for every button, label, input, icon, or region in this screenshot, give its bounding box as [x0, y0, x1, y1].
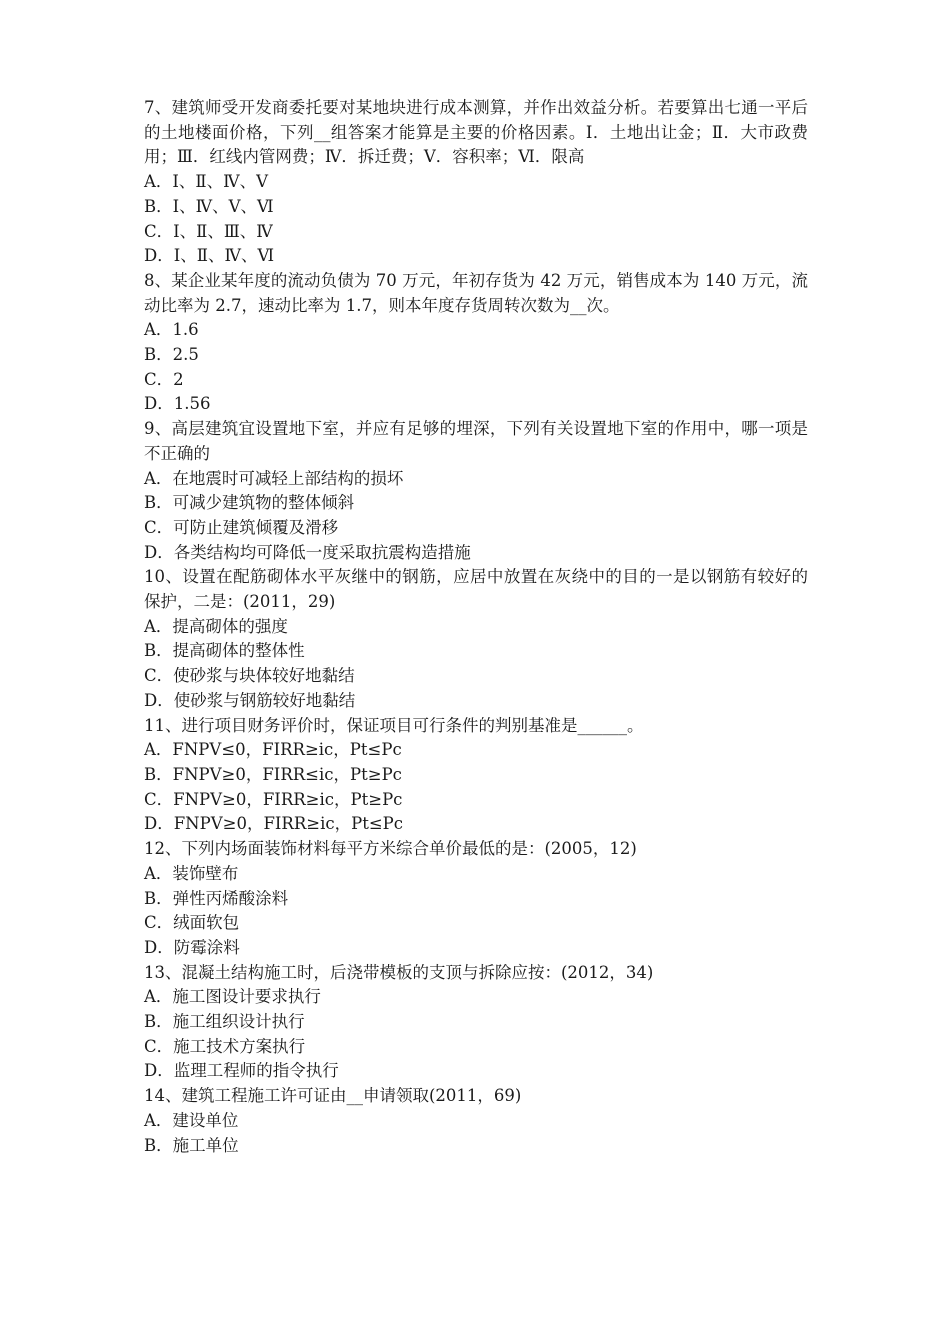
document-page	[144, 96, 808, 1158]
option-b: B．弹性丙烯酸涂料	[144, 888, 289, 908]
option-a: A．建设单位	[144, 1110, 239, 1130]
question-12	[144, 837, 808, 961]
question-stem: 14、建筑工程施工许可证由__申请领取(2011，69)	[144, 1086, 522, 1106]
option-a: A．1.6	[144, 320, 199, 340]
option-d: D．FNPV≥0，FIRR≥ic，Pt≤Pc	[144, 814, 404, 834]
option-d: D．1.56	[144, 394, 211, 414]
option-d: D．监理工程师的指令执行	[144, 1061, 339, 1081]
option-a: A．提高砌体的强度	[144, 616, 288, 636]
option-d: D．防霉涂料	[144, 937, 240, 957]
option-a: A．装饰壁布	[144, 863, 239, 883]
question-9	[144, 417, 808, 565]
question-stem: 10、设置在配筋砌体水平灰继中的钢筋，应居中放置在灰绕中的目的一是以钢筋有较好的保护，二是：(2011，29)	[144, 567, 808, 612]
option-b: B．FNPV≥0，FIRR≤ic，Pt≥Pc	[144, 764, 402, 784]
question-13	[144, 961, 808, 1085]
option-d: D．Ⅰ、Ⅱ、Ⅳ、Ⅵ	[144, 246, 275, 266]
option-b: B．提高砌体的整体性	[144, 641, 305, 661]
question-7	[144, 96, 808, 269]
option-a: A．Ⅰ、Ⅱ、Ⅳ、Ⅴ	[144, 172, 269, 192]
question-10	[144, 565, 808, 713]
question-stem: 12、下列内场面装饰材料每平方米综合单价最低的是：(2005，12)	[144, 839, 637, 859]
option-a: A．施工图设计要求执行	[144, 987, 321, 1007]
question-stem: 7、建筑师受开发商委托要对某地块进行成本测算，并作出效益分析。若要算出七通一平后的土地楼面价格，下列__组答案才能算是主要的价格因素。Ⅰ．土地出让金；Ⅱ．大市政费用；Ⅲ．红线内管网费；Ⅳ．拆迁费；Ⅴ．容积率；Ⅵ．限高	[144, 98, 808, 167]
question-8	[144, 269, 808, 417]
question-stem: 13、混凝土结构施工时，后浇带模板的支顶与拆除应按：(2012，34)	[144, 962, 654, 982]
option-c: C．使砂浆与块体较好地黏结	[144, 666, 355, 686]
option-b: B．施工组织设计执行	[144, 1012, 305, 1032]
option-d: D．各类结构均可降低一度采取抗震构造措施	[144, 542, 471, 562]
option-c: C．Ⅰ、Ⅱ、Ⅲ、Ⅳ	[144, 221, 273, 241]
option-b: B．可减少建筑物的整体倾斜	[144, 493, 355, 513]
question-stem: 11、进行项目财务评价时，保证项目可行条件的判别基准是______。	[144, 715, 644, 735]
option-a: A．FNPV≤0，FIRR≥ic，Pt≤Pc	[144, 740, 402, 760]
option-c: C．FNPV≥0，FIRR≥ic，Pt≥Pc	[144, 789, 403, 809]
question-stem: 9、高层建筑宜设置地下室，并应有足够的埋深，下列有关设置地下室的作用中，哪一项是不正确的	[144, 419, 808, 463]
option-b: B．施工单位	[144, 1135, 239, 1155]
option-d: D．使砂浆与钢筋较好地黏结	[144, 690, 356, 710]
question-14	[144, 1084, 808, 1158]
option-c: C．施工技术方案执行	[144, 1036, 306, 1056]
option-a: A．在地震时可减轻上部结构的损坏	[144, 468, 404, 488]
option-c: C．可防止建筑倾覆及滑移	[144, 517, 339, 537]
option-c: C．绒面软包	[144, 913, 240, 933]
option-b: B．2.5	[144, 345, 199, 365]
question-stem: 8、某企业某年度的流动负债为 70 万元，年初存货为 42 万元，销售成本为 140 万元，流动比率为 2.7，速动比率为 1.7，则本年度存货周转次数为__次。	[144, 270, 808, 315]
question-11	[144, 714, 808, 838]
option-b: B．Ⅰ、Ⅳ、Ⅴ、Ⅵ	[144, 196, 274, 216]
option-c: C．2	[144, 369, 184, 389]
